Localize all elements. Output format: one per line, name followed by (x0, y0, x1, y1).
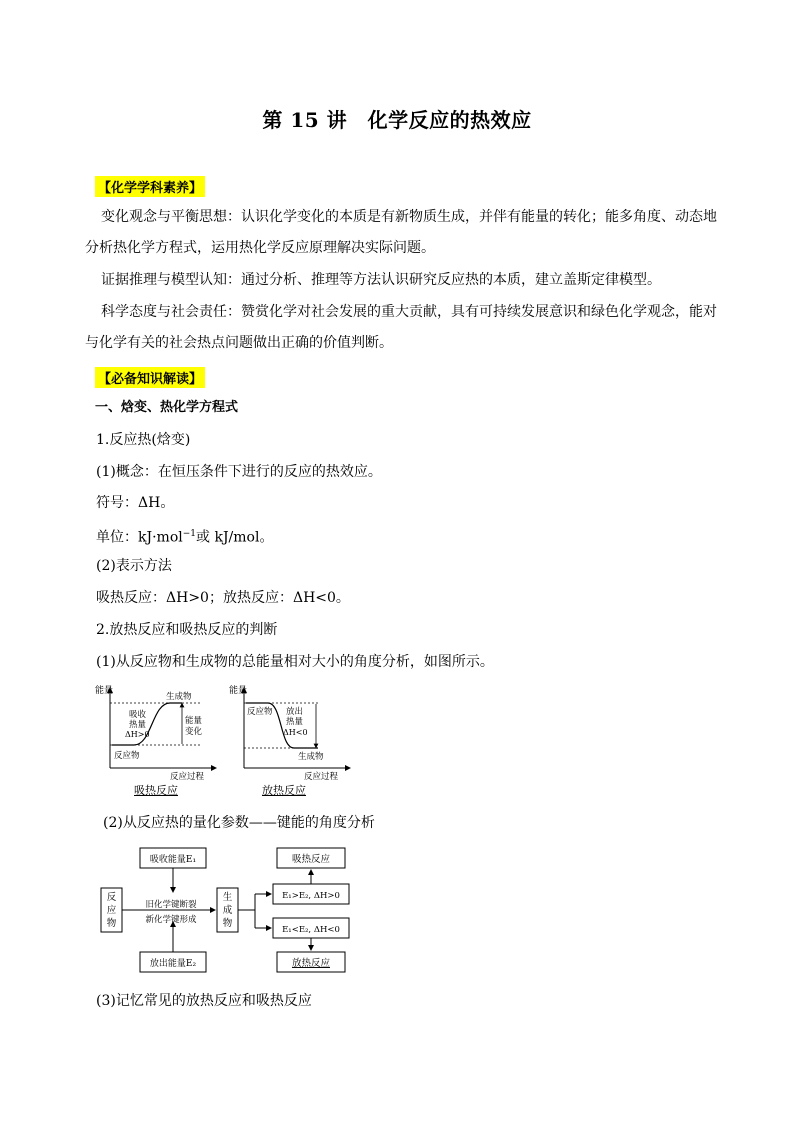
flow-absorb-box: 吸收能量E₁ (149, 855, 197, 865)
endo-energy-change-2: 变化 (185, 727, 203, 737)
flow-product-2: 成 (222, 905, 233, 916)
flow-condition-lt: E₁<E₂, ΔH<0 (282, 925, 340, 935)
literacy-paragraph-3: 科学态度与社会责任：赞赏化学对社会发展的重大贡献，具有可持续发展意识和绿色化学观念，能对与化学有关的社会热点问题做出正确的价值判断。 (85, 304, 717, 351)
line-reaction-heat: 1.反应热(焓变) (96, 432, 191, 448)
flow-break-text: 旧化学键断裂 (145, 900, 197, 910)
literacy-paragraph-1: 变化观念与平衡思想：认识化学变化的本质是有新物质生成，并伴有能量的转化；能多角度、动态地分析热化学方程式，运用热化学反应原理解决实际问题。 (85, 209, 717, 256)
endo-product: 生成物 (166, 692, 192, 702)
page-title: 第 15 讲 化学反应的热效应 (262, 108, 532, 132)
exo-product: 生成物 (298, 752, 324, 762)
endo-caption: 吸热反应 (134, 784, 178, 797)
line-judgement: 2.放热反应和吸热反应的判断 (96, 622, 278, 638)
unit-text-b: 或 kJ/mol。 (196, 529, 274, 546)
endo-heat: 热量 (129, 720, 147, 730)
flow-reactant-3: 物 (106, 918, 117, 929)
exo-heat: 热量 (286, 717, 304, 727)
exo-x-label: 反应过程 (304, 772, 339, 782)
line-symbol: 符号：ΔH。 (96, 495, 175, 511)
line-concept: (1)概念：在恒压条件下进行的反应的热效应。 (96, 464, 382, 480)
unit-text-a: 单位：kJ·mol (96, 529, 183, 546)
endothermic-diagram (94, 684, 219, 784)
endo-y-label: 能量 (95, 686, 114, 696)
flow-release-box: 放出能量E₂ (149, 959, 197, 969)
literacy-tag: 【化学学科素养】 (95, 176, 205, 197)
endo-reactant: 反应物 (114, 751, 140, 761)
line-total-energy: (1)从反应物和生成物的总能量相对大小的角度分析，如图所示。 (96, 654, 494, 670)
flow-form-text: 新化学键形成 (145, 915, 197, 925)
endo-dh: ΔH>0 (125, 730, 150, 739)
bond-energy-flow-diagram (95, 842, 365, 974)
endo-absorb: 吸收 (129, 710, 147, 720)
endo-energy-change-1: 能量 (185, 716, 203, 726)
flow-condition-gt: E₁>E₂, ΔH>0 (282, 891, 340, 901)
line-bond-energy: (2)从反应热的量化参数——键能的角度分析 (103, 815, 375, 831)
line-representation: (2)表示方法 (96, 558, 172, 574)
flow-product-3: 物 (222, 918, 233, 929)
line-endo-exo: 吸热反应：ΔH>0；放热反应：ΔH<0。 (96, 590, 350, 606)
section-heading: 一、焓变、热化学方程式 (95, 400, 239, 415)
line-memorize: (3)记忆常见的放热反应和吸热反应 (96, 993, 312, 1009)
flow-reactant-1: 反 (106, 892, 117, 903)
exo-release: 放出 (286, 707, 304, 717)
exo-caption: 放热反应 (262, 784, 306, 797)
flow-product-1: 生 (222, 892, 233, 903)
flow-endo-box: 吸热反应 (291, 854, 331, 865)
endo-x-label: 反应过程 (170, 772, 205, 782)
exothermic-diagram (228, 684, 353, 784)
line-unit (96, 526, 273, 546)
exo-y-label: 能量 (229, 686, 248, 696)
exo-dh: ΔH<0 (283, 728, 308, 737)
exo-reactant: 反应物 (247, 707, 273, 717)
flow-reactant-2: 应 (106, 905, 117, 916)
literacy-paragraph-2: 证据推理与模型认知：通过分析、推理等方法认识研究反应热的本质，建立盖斯定律模型。 (101, 272, 661, 288)
knowledge-tag: 【必备知识解读】 (95, 367, 205, 388)
unit-superscript: −1 (182, 529, 197, 539)
flow-exo-box: 放热反应 (291, 958, 331, 969)
